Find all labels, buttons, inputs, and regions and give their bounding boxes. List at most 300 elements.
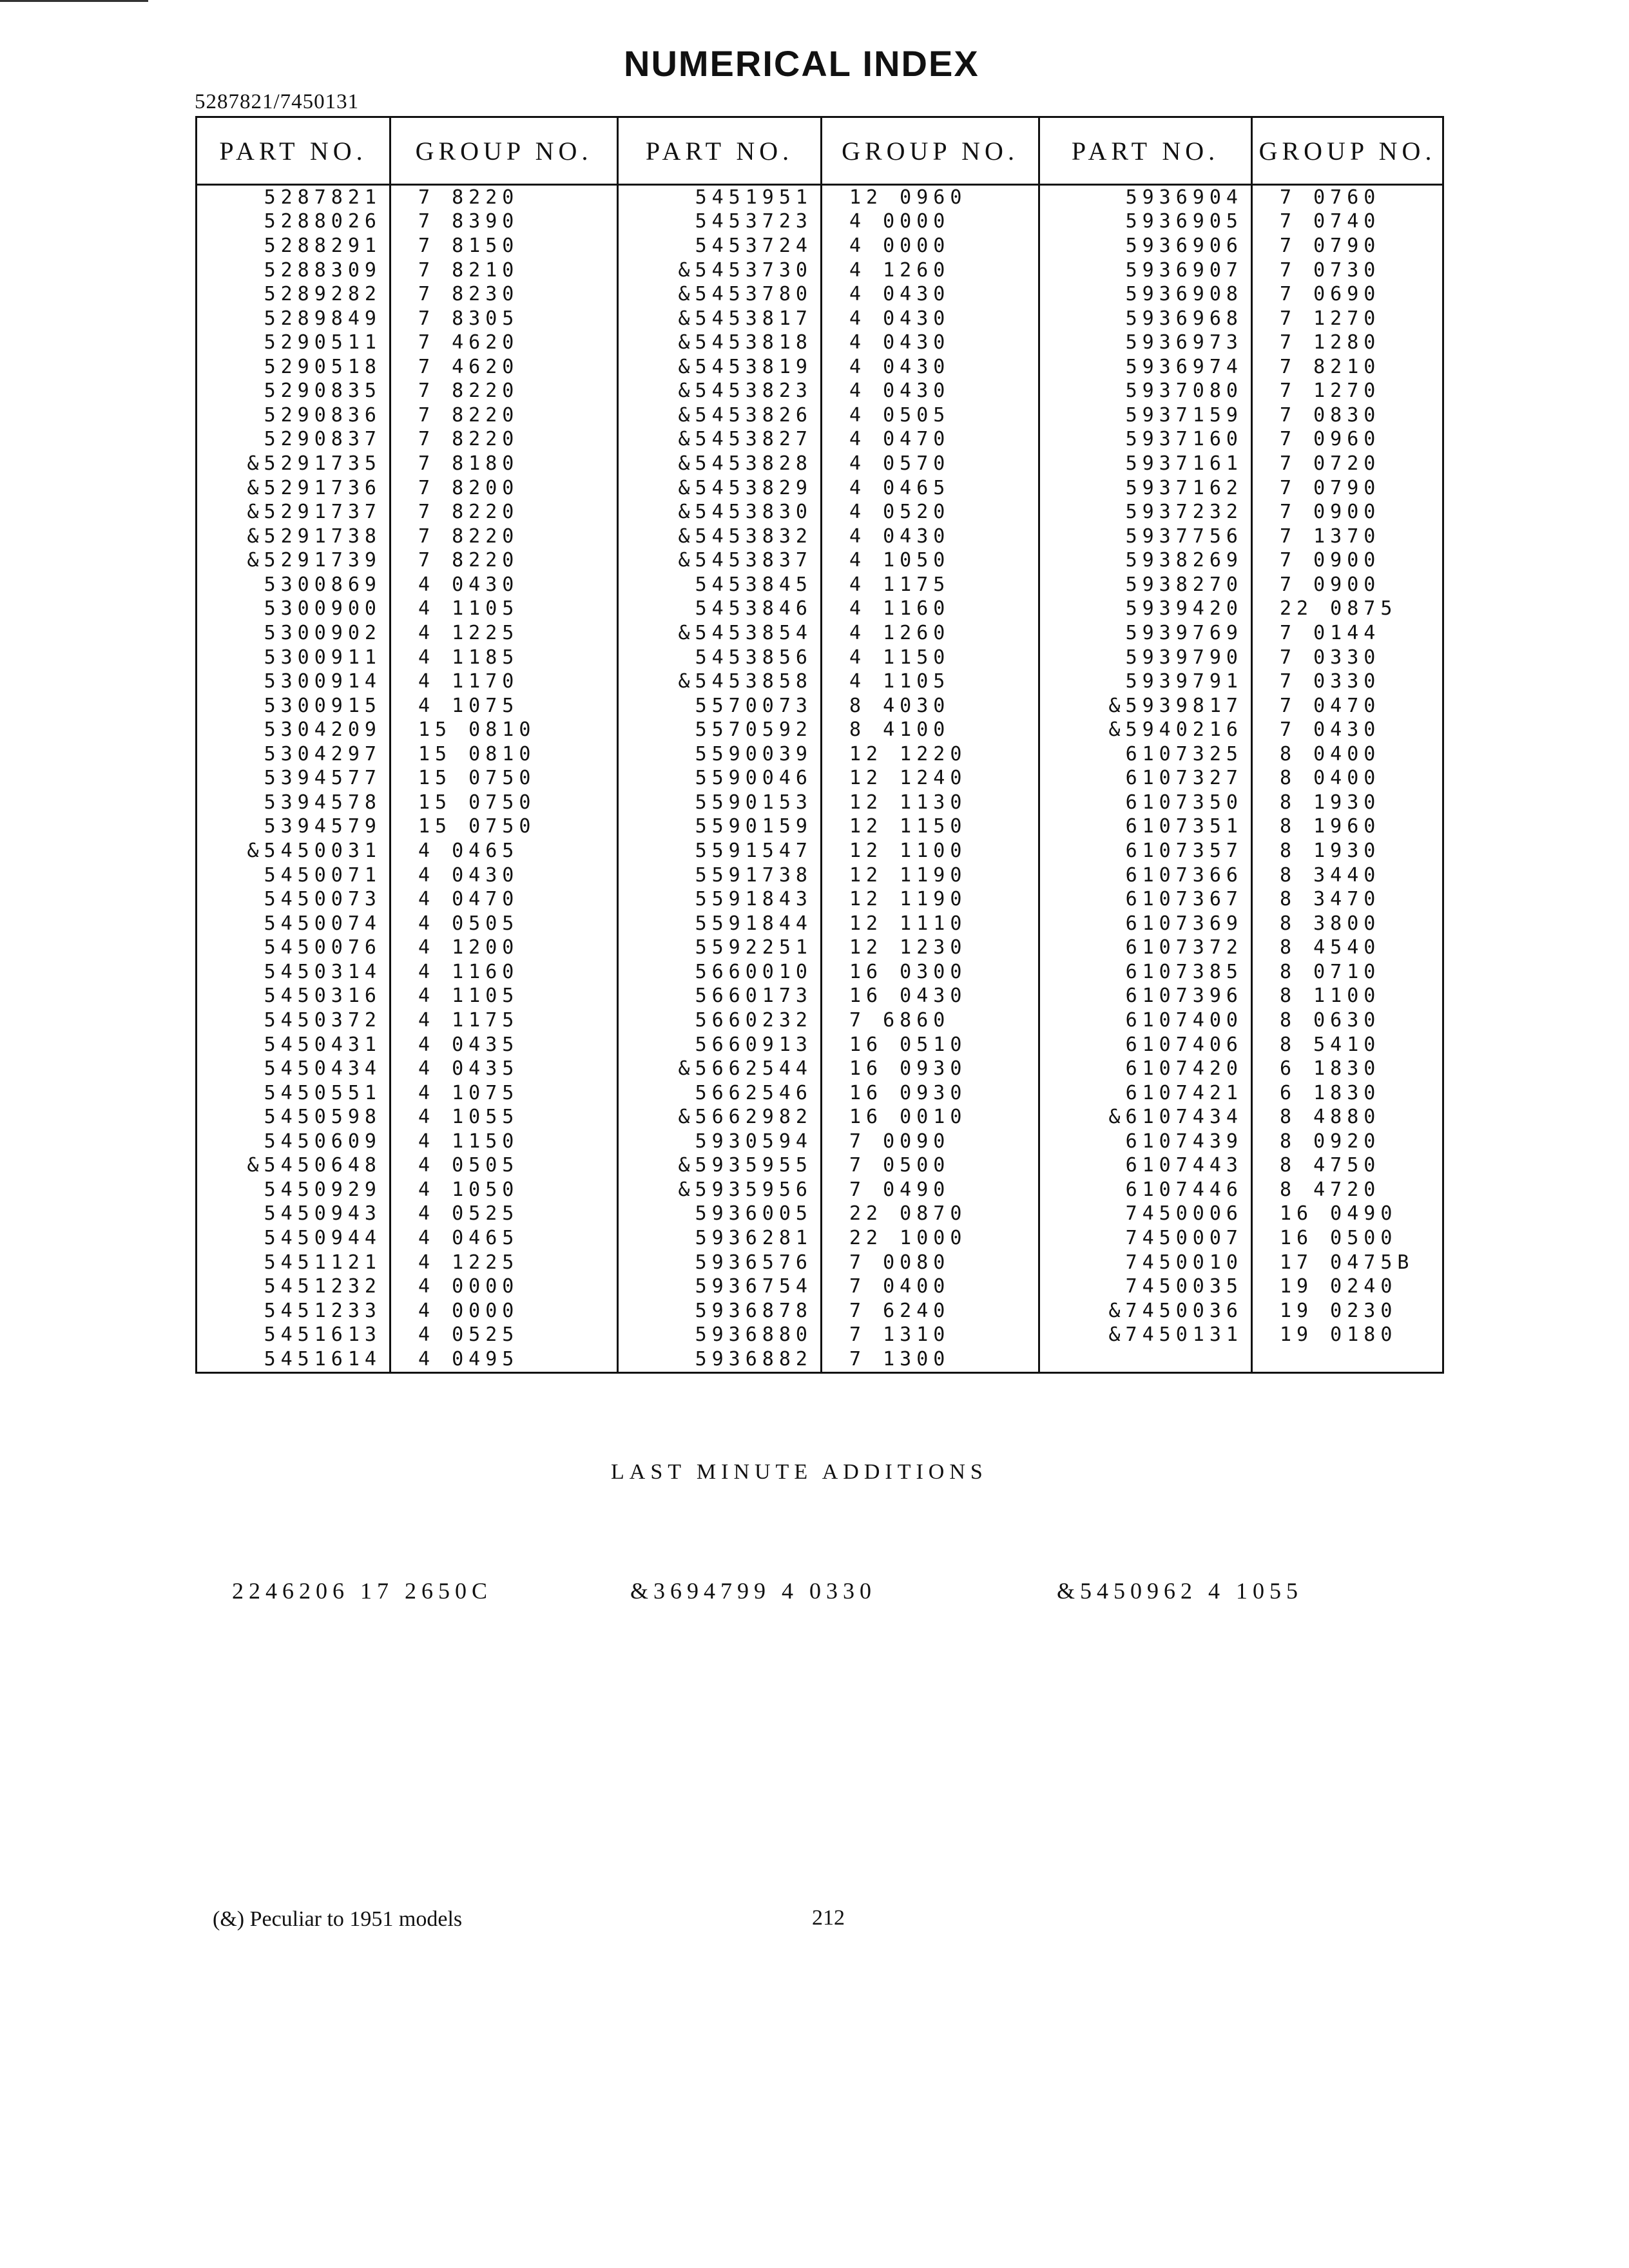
table-row	[197, 524, 1443, 549]
group-no-cell: 4 0520	[822, 500, 1039, 524]
table-row	[197, 1178, 1443, 1202]
part-no-cell: 6107357	[1039, 839, 1252, 863]
group-no-cell: 8 3800	[1252, 912, 1443, 936]
group-no-cell: 15 0750	[390, 815, 618, 840]
table-row	[197, 791, 1443, 815]
group-no-cell: 4 1170	[390, 669, 618, 694]
group-no-cell: 7 8220	[390, 428, 618, 452]
table-row	[197, 912, 1443, 936]
group-no-cell: 7 1280	[1252, 331, 1443, 355]
table-header-row	[197, 117, 1443, 185]
group-no-cell: 7 0490	[822, 1178, 1039, 1202]
group-no-cell: 19 0180	[1252, 1323, 1443, 1347]
part-no-cell: 5936880	[618, 1323, 822, 1347]
group-no-cell: 7 1310	[822, 1323, 1039, 1347]
part-no-cell: &5291738	[197, 524, 390, 549]
part-no-cell: &5453826	[618, 403, 822, 428]
part-no-cell: 5289282	[197, 282, 390, 307]
group-no-cell: 4 1105	[390, 985, 618, 1009]
group-no-cell: 4 0525	[390, 1202, 618, 1227]
group-no-cell: 8 4540	[1252, 936, 1443, 960]
group-no-cell: 4 0430	[390, 863, 618, 888]
group-no-cell: 7 4620	[390, 355, 618, 380]
group-no-cell: 4 1105	[390, 597, 618, 622]
part-no-cell	[1039, 1347, 1252, 1372]
group-no-cell: 8 0630	[1252, 1008, 1443, 1033]
part-no-cell: 5662546	[618, 1081, 822, 1106]
part-no-cell: 6107372	[1039, 936, 1252, 960]
part-no-cell: 5453724	[618, 234, 822, 258]
part-no-cell: 5930594	[618, 1129, 822, 1154]
part-no-cell: 5591738	[618, 863, 822, 888]
part-no-cell: 5300902	[197, 621, 390, 646]
group-no-cell: 8 4750	[1252, 1154, 1443, 1178]
table-row	[197, 718, 1443, 742]
group-no-cell: 4 1050	[822, 548, 1039, 573]
addition-entry: 2246206 17 2650C	[232, 1578, 493, 1604]
group-no-cell: 4 1185	[390, 646, 618, 670]
part-no-cell: 5300914	[197, 669, 390, 694]
part-no-cell: 5939420	[1039, 597, 1252, 622]
group-no-cell: 4 0435	[390, 1057, 618, 1081]
part-no-cell: 6107420	[1039, 1057, 1252, 1081]
group-no-cell: 7 8390	[390, 210, 618, 235]
part-no-cell: 5939790	[1039, 646, 1252, 670]
table-row	[197, 742, 1443, 767]
group-no-cell: 8 4720	[1252, 1178, 1443, 1202]
group-no-cell: 12 0960	[822, 185, 1039, 210]
part-no-cell: 6107443	[1039, 1154, 1252, 1178]
part-no-cell: 5450929	[197, 1178, 390, 1202]
group-no-cell: 7 0430	[1252, 718, 1443, 742]
column-header-group-no: GROUP NO.	[1252, 117, 1443, 185]
part-no-cell: 5590159	[618, 815, 822, 840]
group-no-cell: 4 0465	[390, 1226, 618, 1251]
column-header-part-no: PART NO.	[618, 117, 822, 185]
part-no-cell: 5591547	[618, 839, 822, 863]
part-no-cell: 5936904	[1039, 185, 1252, 210]
group-no-cell: 6 1830	[1252, 1057, 1443, 1081]
table-row	[197, 234, 1443, 258]
part-no-cell: 5570592	[618, 718, 822, 742]
group-no-cell: 4 0000	[822, 234, 1039, 258]
group-no-cell: 4 1225	[390, 621, 618, 646]
part-no-cell: 5394578	[197, 791, 390, 815]
part-no-cell: 5936754	[618, 1274, 822, 1299]
group-no-cell: 8 4030	[822, 694, 1039, 718]
group-no-cell: 7 1370	[1252, 524, 1443, 549]
table-row	[197, 210, 1443, 235]
part-no-cell: &5453730	[618, 258, 822, 283]
part-no-cell: 5450076	[197, 936, 390, 960]
addition-entry: &5450962 4 1055	[1057, 1578, 1304, 1604]
table-row	[197, 355, 1443, 380]
group-no-cell: 4 0000	[390, 1299, 618, 1323]
group-no-cell: 12 1130	[822, 791, 1039, 815]
table-row	[197, 307, 1443, 331]
part-no-cell: &5453828	[618, 452, 822, 476]
group-no-cell: 8 4880	[1252, 1105, 1443, 1129]
part-no-cell: 7450006	[1039, 1202, 1252, 1227]
part-no-cell: &5453858	[618, 669, 822, 694]
table-row	[197, 1226, 1443, 1251]
table-row	[197, 476, 1443, 501]
group-no-cell: 4 1260	[822, 621, 1039, 646]
part-no-cell: &5453819	[618, 355, 822, 380]
part-no-cell: 5936882	[618, 1347, 822, 1372]
group-no-cell: 12 1190	[822, 887, 1039, 912]
part-no-cell: 5936974	[1039, 355, 1252, 380]
part-no-cell: 5288026	[197, 210, 390, 235]
part-no-cell: 5450071	[197, 863, 390, 888]
part-no-cell: 6107325	[1039, 742, 1252, 767]
group-no-cell: 8 5410	[1252, 1033, 1443, 1057]
group-no-cell: 7 0960	[1252, 428, 1443, 452]
column-header-group-no: GROUP NO.	[822, 117, 1039, 185]
part-no-cell: 5660913	[618, 1033, 822, 1057]
group-no-cell: 4 0470	[390, 887, 618, 912]
group-no-cell: 22 0875	[1252, 597, 1443, 622]
group-no-cell: 7 8150	[390, 234, 618, 258]
part-no-cell: 5936906	[1039, 234, 1252, 258]
part-no-cell: 5450944	[197, 1226, 390, 1251]
part-no-cell: 5590039	[618, 742, 822, 767]
table-row	[197, 258, 1443, 283]
group-no-cell: 7 8220	[390, 500, 618, 524]
part-no-cell: 5936576	[618, 1251, 822, 1275]
part-no-cell: 5453846	[618, 597, 822, 622]
table-row	[197, 403, 1443, 428]
table-row	[197, 621, 1443, 646]
part-no-cell: &5935955	[618, 1154, 822, 1178]
group-no-cell: 4 1075	[390, 1081, 618, 1106]
group-no-cell: 8 1100	[1252, 985, 1443, 1009]
part-no-cell: 5937160	[1039, 428, 1252, 452]
group-no-cell: 16 0430	[822, 985, 1039, 1009]
part-no-cell: 6107351	[1039, 815, 1252, 840]
table-row	[197, 767, 1443, 791]
part-no-cell: 5394579	[197, 815, 390, 840]
group-no-cell: 7 0144	[1252, 621, 1443, 646]
group-no-cell: 4 0465	[390, 839, 618, 863]
group-no-cell: 7 0330	[1252, 669, 1443, 694]
group-no-cell: 4 0000	[822, 210, 1039, 235]
part-no-cell: &5291736	[197, 476, 390, 501]
part-no-cell: 5936005	[618, 1202, 822, 1227]
group-no-cell: 16 0510	[822, 1033, 1039, 1057]
group-no-cell: 4 0505	[390, 1154, 618, 1178]
group-no-cell: 7 8210	[390, 258, 618, 283]
table-row	[197, 863, 1443, 888]
group-no-cell: 4 0000	[390, 1274, 618, 1299]
part-no-cell: 5290835	[197, 380, 390, 404]
group-no-cell: 7 0090	[822, 1129, 1039, 1154]
part-no-cell: 5450609	[197, 1129, 390, 1154]
group-no-cell: 7 8220	[390, 185, 618, 210]
part-no-cell: 5939769	[1039, 621, 1252, 646]
group-no-cell: 8 1960	[1252, 815, 1443, 840]
group-no-cell: 16 0010	[822, 1105, 1039, 1129]
part-no-cell: 6107385	[1039, 960, 1252, 985]
table-row	[197, 839, 1443, 863]
part-no-cell: &5450648	[197, 1154, 390, 1178]
group-no-cell: 7 1270	[1252, 307, 1443, 331]
table-row	[197, 1274, 1443, 1299]
group-no-cell: 4 1150	[822, 646, 1039, 670]
part-no-cell: 5450551	[197, 1081, 390, 1106]
part-no-cell: 5300900	[197, 597, 390, 622]
part-no-cell: 5304297	[197, 742, 390, 767]
group-no-cell: 7 8220	[390, 524, 618, 549]
part-no-cell: &5940216	[1039, 718, 1252, 742]
table-row	[197, 1105, 1443, 1129]
group-no-cell: 19 0240	[1252, 1274, 1443, 1299]
part-no-cell: 5591843	[618, 887, 822, 912]
part-no-cell: &5662544	[618, 1057, 822, 1081]
group-no-cell: 8 1930	[1252, 839, 1443, 863]
table-row	[197, 380, 1443, 404]
group-no-cell: 7 0400	[822, 1274, 1039, 1299]
top-rule	[0, 0, 148, 2]
group-no-cell: 7 0900	[1252, 500, 1443, 524]
part-no-cell: 5937162	[1039, 476, 1252, 501]
group-no-cell: 7 0740	[1252, 210, 1443, 235]
group-no-cell: 15 0810	[390, 718, 618, 742]
part-no-cell: 5591844	[618, 912, 822, 936]
table-row	[197, 1057, 1443, 1081]
group-no-cell: 7 0900	[1252, 573, 1443, 597]
part-no-cell: 5450372	[197, 1008, 390, 1033]
table-row	[197, 936, 1443, 960]
table-row	[197, 1202, 1443, 1227]
table-row	[197, 500, 1443, 524]
group-no-cell: 4 1200	[390, 936, 618, 960]
table-row	[197, 331, 1443, 355]
part-no-cell: 5450314	[197, 960, 390, 985]
group-no-cell: 7 8220	[390, 380, 618, 404]
group-no-cell: 7 0080	[822, 1251, 1039, 1275]
part-no-cell: 5451121	[197, 1251, 390, 1275]
group-no-cell: 7 0760	[1252, 185, 1443, 210]
part-no-cell: &5453818	[618, 331, 822, 355]
table-row	[197, 452, 1443, 476]
table-row	[197, 646, 1443, 670]
part-no-cell: 5300915	[197, 694, 390, 718]
part-no-cell: 5937756	[1039, 524, 1252, 549]
page-title: NUMERICAL INDEX	[624, 43, 979, 84]
group-no-cell: 7 1300	[822, 1347, 1039, 1372]
part-no-cell: 5451232	[197, 1274, 390, 1299]
table-row	[197, 960, 1443, 985]
part-no-cell: 5453845	[618, 573, 822, 597]
part-no-cell: &5450031	[197, 839, 390, 863]
group-no-cell: 4 0465	[822, 476, 1039, 501]
group-no-cell: 8 3440	[1252, 863, 1443, 888]
part-no-cell: &5935956	[618, 1178, 822, 1202]
part-no-cell: 5451951	[618, 185, 822, 210]
group-no-cell: 7 0730	[1252, 258, 1443, 283]
table-row	[197, 887, 1443, 912]
table-row	[197, 597, 1443, 622]
group-no-cell: 4 0430	[822, 380, 1039, 404]
page-number: 212	[812, 1906, 845, 1930]
group-no-cell: 8 0920	[1252, 1129, 1443, 1154]
group-no-cell: 7 0720	[1252, 452, 1443, 476]
part-no-cell: 6107369	[1039, 912, 1252, 936]
part-no-cell: 6107327	[1039, 767, 1252, 791]
part-range: 5287821/7450131	[195, 90, 360, 113]
part-no-cell: 6107406	[1039, 1033, 1252, 1057]
group-no-cell: 4 1175	[390, 1008, 618, 1033]
group-no-cell: 4 1175	[822, 573, 1039, 597]
group-no-cell: 7 0790	[1252, 476, 1443, 501]
group-no-cell: 8 0400	[1252, 767, 1443, 791]
part-no-cell: 5300869	[197, 573, 390, 597]
group-no-cell: 4 1105	[822, 669, 1039, 694]
group-no-cell: 7 0470	[1252, 694, 1443, 718]
column-header-group-no: GROUP NO.	[390, 117, 618, 185]
table-row	[197, 669, 1443, 694]
table-row	[197, 1008, 1443, 1033]
part-no-cell: 7450035	[1039, 1274, 1252, 1299]
part-no-cell: 5450073	[197, 887, 390, 912]
part-no-cell: 5590153	[618, 791, 822, 815]
part-no-cell: &5453854	[618, 621, 822, 646]
group-no-cell: 7 8180	[390, 452, 618, 476]
group-no-cell: 4 0470	[822, 428, 1039, 452]
table-row	[197, 1323, 1443, 1347]
part-no-cell: 5936968	[1039, 307, 1252, 331]
group-no-cell: 4 1150	[390, 1129, 618, 1154]
footnote: (&) Peculiar to 1951 models	[213, 1907, 463, 1931]
group-no-cell: 4 1160	[822, 597, 1039, 622]
part-no-cell: 5936973	[1039, 331, 1252, 355]
group-no-cell: 4 0505	[390, 912, 618, 936]
table-row	[197, 815, 1443, 840]
part-no-cell: &5453823	[618, 380, 822, 404]
part-no-cell: 5450074	[197, 912, 390, 936]
part-no-cell: &5453817	[618, 307, 822, 331]
part-no-cell: &5939817	[1039, 694, 1252, 718]
part-no-cell: &5453837	[618, 548, 822, 573]
part-no-cell: 5450431	[197, 1033, 390, 1057]
group-no-cell: 7 8220	[390, 548, 618, 573]
group-no-cell: 4 0430	[822, 355, 1039, 380]
group-no-cell: 16 0930	[822, 1081, 1039, 1106]
group-no-cell: 4 1260	[822, 258, 1039, 283]
part-no-cell: 6107350	[1039, 791, 1252, 815]
group-no-cell: 4 1050	[390, 1178, 618, 1202]
group-no-cell: 4 1225	[390, 1251, 618, 1275]
group-no-cell: 16 0300	[822, 960, 1039, 985]
group-no-cell: 4 0570	[822, 452, 1039, 476]
group-no-cell: 16 0490	[1252, 1202, 1443, 1227]
part-no-cell: 5936905	[1039, 210, 1252, 235]
part-no-cell: 5287821	[197, 185, 390, 210]
table-row	[197, 548, 1443, 573]
group-no-cell: 12 1100	[822, 839, 1039, 863]
part-no-cell: 6107396	[1039, 985, 1252, 1009]
group-no-cell: 4 0525	[390, 1323, 618, 1347]
part-no-cell: 5660173	[618, 985, 822, 1009]
part-no-cell: 5304209	[197, 718, 390, 742]
group-no-cell: 4 1160	[390, 960, 618, 985]
part-no-cell: 5936878	[618, 1299, 822, 1323]
part-no-cell: 5290511	[197, 331, 390, 355]
part-no-cell: 5450598	[197, 1105, 390, 1129]
group-no-cell: 15 0810	[390, 742, 618, 767]
part-no-cell: 5936281	[618, 1226, 822, 1251]
part-no-cell: 5394577	[197, 767, 390, 791]
table-row	[197, 185, 1443, 210]
table-row	[197, 1033, 1443, 1057]
table-row	[197, 573, 1443, 597]
table-row	[197, 985, 1443, 1009]
group-no-cell: 12 1230	[822, 936, 1039, 960]
part-no-cell: 5290836	[197, 403, 390, 428]
part-no-cell: 7450010	[1039, 1251, 1252, 1275]
part-no-cell: 5451613	[197, 1323, 390, 1347]
part-no-cell: 5450943	[197, 1202, 390, 1227]
part-no-cell: 5660010	[618, 960, 822, 985]
part-no-cell: 5450434	[197, 1057, 390, 1081]
part-no-cell: &5291735	[197, 452, 390, 476]
group-no-cell: 4 1055	[390, 1105, 618, 1129]
part-no-cell: 6107446	[1039, 1178, 1252, 1202]
group-no-cell: 4 0435	[390, 1033, 618, 1057]
group-no-cell: 4 0430	[822, 524, 1039, 549]
group-no-cell: 17 0475B	[1252, 1251, 1443, 1275]
part-no-cell: &5453827	[618, 428, 822, 452]
group-no-cell: 7 8220	[390, 403, 618, 428]
group-no-cell: 19 0230	[1252, 1299, 1443, 1323]
part-no-cell: 5290518	[197, 355, 390, 380]
group-no-cell: 4 0505	[822, 403, 1039, 428]
group-no-cell: 7 0830	[1252, 403, 1443, 428]
group-no-cell: 7 8230	[390, 282, 618, 307]
table-row	[197, 1129, 1443, 1154]
part-no-cell: 5937159	[1039, 403, 1252, 428]
group-no-cell	[1252, 1347, 1443, 1372]
part-no-cell: 5288309	[197, 258, 390, 283]
part-no-cell: &6107434	[1039, 1105, 1252, 1129]
last-minute-additions-heading: LAST MINUTE ADDITIONS	[611, 1460, 988, 1484]
group-no-cell: 8 3470	[1252, 887, 1443, 912]
part-no-cell: 5453723	[618, 210, 822, 235]
table-row	[197, 694, 1443, 718]
part-no-cell: 5289849	[197, 307, 390, 331]
table-row	[197, 428, 1443, 452]
group-no-cell: 12 1190	[822, 863, 1039, 888]
part-no-cell: 5451233	[197, 1299, 390, 1323]
column-header-part-no: PART NO.	[1039, 117, 1252, 185]
group-no-cell: 8 0400	[1252, 742, 1443, 767]
part-no-cell: &5453832	[618, 524, 822, 549]
part-no-cell: &7450131	[1039, 1323, 1252, 1347]
group-no-cell: 8 4100	[822, 718, 1039, 742]
group-no-cell: 8 1930	[1252, 791, 1443, 815]
group-no-cell: 7 0790	[1252, 234, 1443, 258]
part-no-cell: &5453829	[618, 476, 822, 501]
part-no-cell: 5939791	[1039, 669, 1252, 694]
table-row	[197, 282, 1443, 307]
group-no-cell: 12 1240	[822, 767, 1039, 791]
part-no-cell: 6107366	[1039, 863, 1252, 888]
group-no-cell: 4 0430	[822, 331, 1039, 355]
part-no-cell: 6107421	[1039, 1081, 1252, 1106]
table-row	[197, 1081, 1443, 1106]
part-no-cell: 5936908	[1039, 282, 1252, 307]
